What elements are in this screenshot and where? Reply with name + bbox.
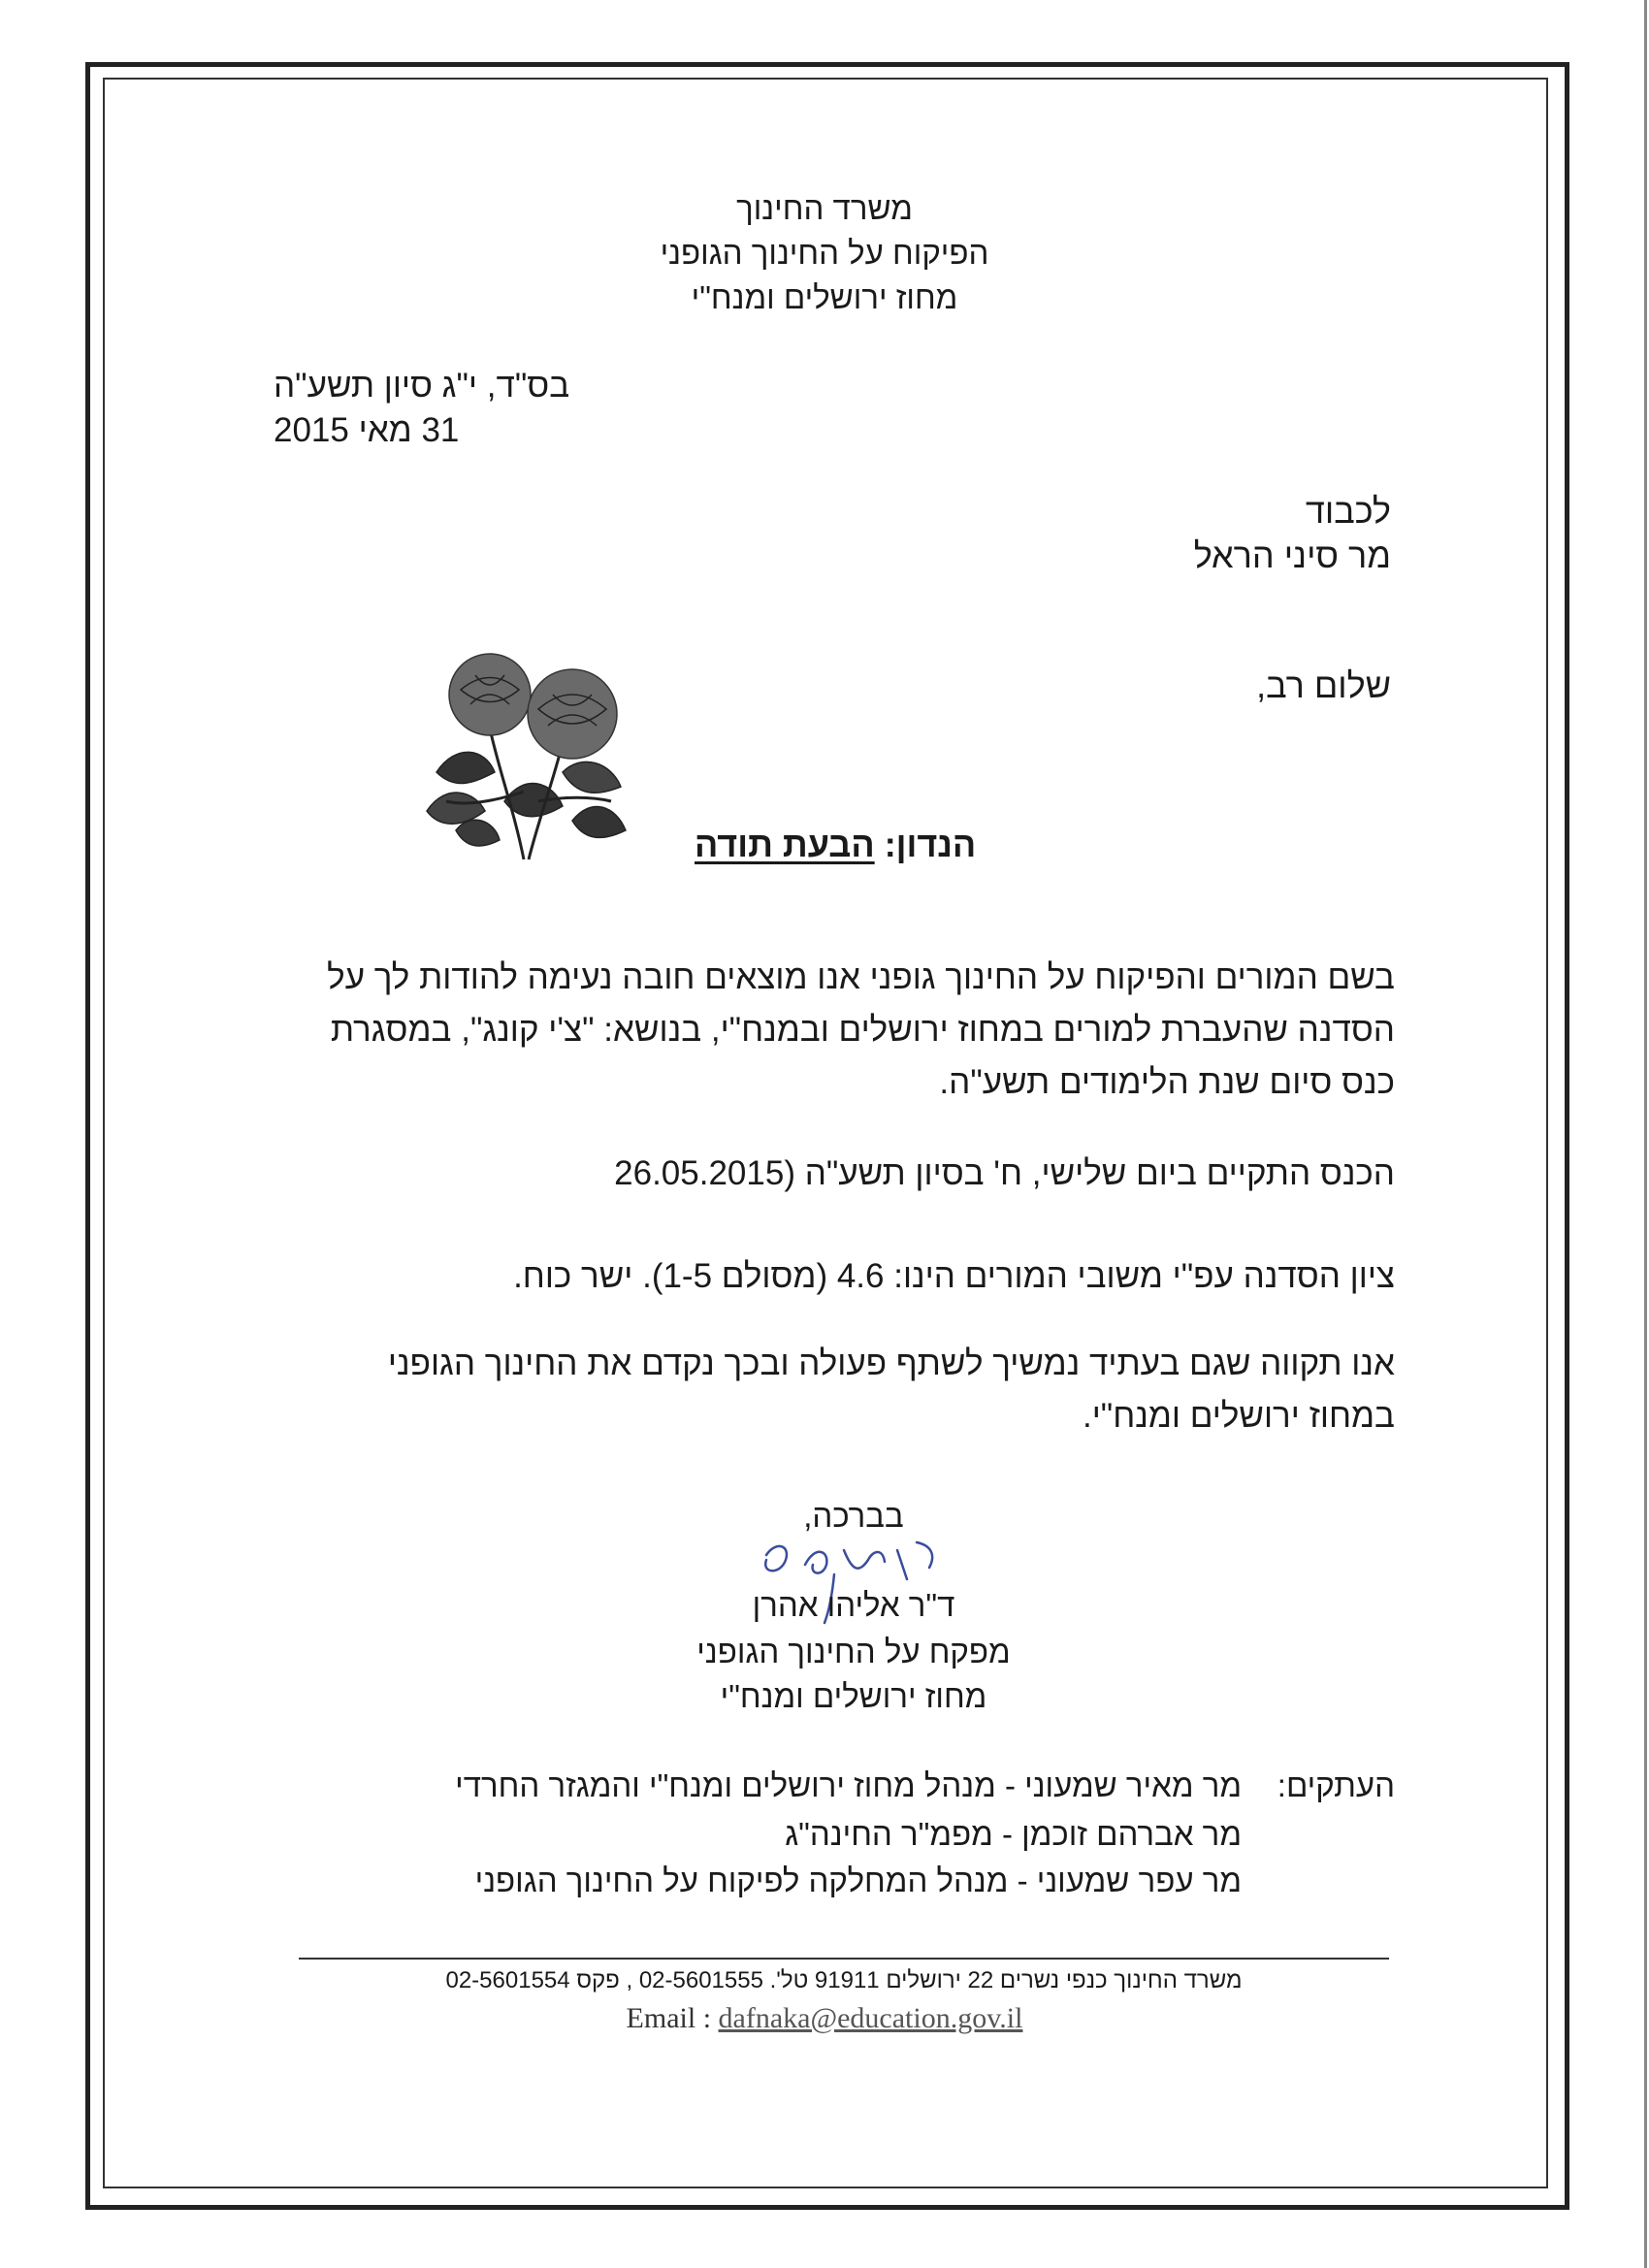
page-edge (1644, 0, 1647, 2268)
closing-paragraph-line1: אנו תקווה שגם בעתיד נמשיך לשתף פעולה ובכך נקדם את החינוך הגופני (387, 1345, 1395, 1382)
event-line: הכנס התקיים ביום שלישי, ח' בסיון תשע"ה (26.05.2015 (614, 1154, 1395, 1192)
hebrew-date: בס"ד, י"ג סיון תשע"ה (274, 367, 570, 405)
rating-line: ציון הסדנה עפ"י משובי המורים הינו: 4.6 (מסולם 1-5). ישר כוח. (513, 1257, 1395, 1295)
flower-illustration-icon (417, 636, 650, 869)
cc-label: העתקים: (1277, 1767, 1395, 1803)
footer-email-line (485, 2002, 1164, 2035)
recipient-honorific: לכבוד (1305, 491, 1391, 531)
email-label: Email : (626, 2002, 712, 2034)
signature-blessing: בברכה, (803, 1498, 904, 1534)
subject-line (695, 825, 976, 865)
footer-divider (299, 1958, 1389, 1960)
email-link[interactable]: dafnaka@education.gov.il (718, 2002, 1023, 2034)
header-ministry: משרד החינוך (736, 190, 913, 226)
recipient-name: מר סיני הראל (1193, 535, 1391, 575)
cc-line: מר אברהם זוכמן - מפמ"ר החינה"ג (785, 1816, 1242, 1852)
greeting: שלום רב, (1256, 665, 1391, 705)
header-district: מחוז ירושלים ומנח"י (691, 279, 958, 315)
body-paragraph1-line2: הסדנה שהעברת למורים במחוז ירושלים ובמנח"י, בנושא: "צ'י קונג", במסגרת (330, 1011, 1395, 1049)
subject-text: הבעת תודה (695, 825, 875, 864)
closing-paragraph-line2: במחוז ירושלים ומנח"י. (1082, 1397, 1395, 1435)
gregorian-date: 31 מאי 2015 (274, 411, 460, 449)
cc-line: מר מאיר שמעוני - מנהל מחוז ירושלים ומנח"י והמגזר החרדי (455, 1767, 1242, 1803)
header-department: הפיקוח על החינוך הגופני (660, 235, 989, 271)
signature-name: ד"ר אליהו אהרן (752, 1587, 955, 1623)
body-paragraph1-line1: בשם המורים והפיקוח על החינוך גופני אנו מוצאים חובה נעימה להודות לך על (327, 958, 1395, 996)
cc-line: מר עפר שמעוני - מנהל המחלקה לפיקוח על החינוך הגופני (474, 1863, 1242, 1898)
body-paragraph1-line3: כנס סיום שנת הלימודים תשע"ה. (939, 1063, 1395, 1101)
footer-address: משרד החינוך כנפי נשרים 22 ירושלים 91911 טל'. 02-5601555 , פקס 02-5601554 (445, 1967, 1243, 1993)
subject-label: הנדון: (884, 825, 977, 864)
signature-district: מחוז ירושלים ומנח"י (720, 1678, 987, 1714)
signature-title: מפקח על החינוך הגופני (696, 1634, 1011, 1669)
